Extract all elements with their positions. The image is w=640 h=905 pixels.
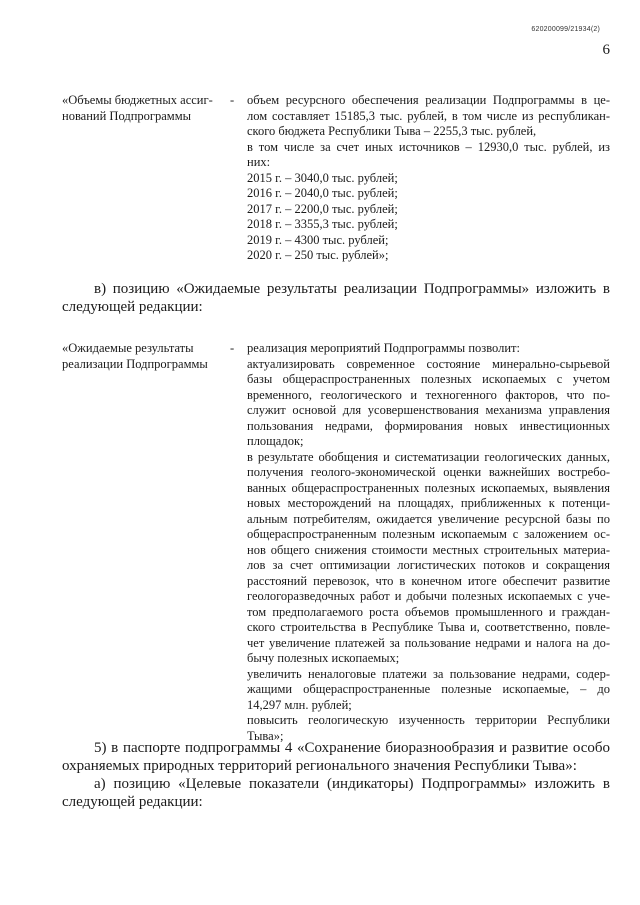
year-amount-line: 2020 г. – 250 тыс. рублей»; (247, 248, 389, 262)
paragraph-a (62, 775, 610, 811)
text-line: охраняемых природных территорий регионального значения Республики Тыва»: (62, 758, 577, 774)
label-line: нований Подпрограммы (62, 108, 192, 123)
text-line: следующей редакции: (62, 794, 203, 810)
text-line: следующей редакции: (62, 299, 203, 315)
text-line: ванных общераспространенных полезных ископаемых, выявления (247, 480, 610, 495)
text-line: альным потребителям, ожидается увеличение ресурсной базы по (247, 511, 610, 526)
year-amount-line: 2017 г. – 2200,0 тыс. рублей; (247, 201, 398, 216)
text-line: площадок; (247, 434, 304, 448)
text-line: геологоразведочных работ и добычи полезных ископаемых с уче- (247, 589, 610, 603)
label-line: «Объемы бюджетных ассиг- (62, 93, 213, 107)
text-line: общераспространенным полезным ископаемым с заложением ос- (247, 527, 610, 541)
text-line: объем ресурсного обеспечения реализации Подпрограммы в це- (247, 93, 610, 107)
text-line: ского бюджета Республики Тыва – 2255,3 тыс. рублей, (247, 124, 537, 138)
expected-results-label (62, 341, 217, 372)
text-line: расстояний перевозок, что в конечном итоге обеспечит развитие (247, 573, 610, 588)
paragraph-v (62, 280, 610, 316)
text-line: Тыва»; (247, 728, 284, 743)
text-line: жащими общераспространенные полезные ископаемые, – до (247, 682, 610, 696)
text-line: повысить геологическую изученность территории Республики (247, 713, 610, 727)
separator-dash: - (230, 341, 235, 355)
text-line: нов общего снижения стоимости местных строительных материа- (247, 542, 610, 557)
year-amount-line: 2016 г. – 2040,0 тыс. рублей; (247, 186, 398, 200)
budget-allocations-row (62, 93, 610, 265)
page-number: 6 (602, 42, 610, 58)
text-line: 5) в паспорте подпрограммы 4 «Сохранение биоразнообразия и развитие особо (94, 740, 610, 756)
text-line: увеличить неналоговые платежи за пользование недрами, содер- (247, 666, 610, 681)
document-code: 620200099/21934(2) (531, 26, 600, 33)
separator-dash: - (230, 93, 235, 107)
text-line: лов за счет оптимизации логистических потоков и сокращения (247, 558, 610, 572)
year-amount-line: 2018 г. – 3355,3 тыс. рублей; (247, 217, 398, 231)
text-line: 14,297 млн. рублей; (247, 697, 352, 712)
text-line: пользования недрами, формирования новых инвестиционных (247, 418, 610, 433)
text-line: временного, геологического и техногенного факторов, что по- (247, 387, 610, 402)
text-line: получения геолого-экономической оценки важнейших востребо- (247, 465, 610, 479)
expected-results-text (247, 341, 610, 744)
budget-allocations-text (247, 93, 610, 264)
paragraph-5 (62, 739, 610, 775)
text-line: них: (247, 155, 271, 169)
text-line: реализация мероприятий Подпрограммы позволит: (247, 341, 520, 355)
text-line: служит основой для усовершенствования механизма управления (247, 403, 610, 417)
text-line: в том числе за счет иных источников – 12930,0 тыс. рублей, из (247, 139, 610, 154)
text-line: лом составляет 15185,3 тыс. рублей, в том числе из республикан- (247, 108, 610, 123)
text-line: бычу полезных ископаемых; (247, 651, 400, 665)
text-line: том предполагаемого роста объемов промышленного и граждан- (247, 604, 610, 619)
text-line: базы общераспространенных полезных ископаемых с учетом (247, 372, 610, 386)
text-line: ского строительства в Республике Тыва и, соответственно, повле- (247, 620, 610, 634)
text-line: в) позицию «Ожидаемые результаты реализации Подпрограммы» изложить в (94, 281, 610, 297)
year-amount-line: 2019 г. – 4300 тыс. рублей; (247, 232, 389, 247)
label-line: реализации Подпрограммы (62, 356, 208, 371)
expected-results-row (62, 341, 610, 746)
text-line: новых месторождений на площадях, приближенных к потенци- (247, 496, 610, 510)
text-line: чет увеличение платежей за пользование недрами и налога на до- (247, 635, 610, 650)
text-line: актуализировать современное состояние минерально-сырьевой (247, 356, 610, 371)
text-line: а) позицию «Целевые показатели (индикаторы) Подпрограммы» изложить в (94, 776, 610, 792)
budget-allocations-label (62, 93, 217, 124)
text-line: в результате обобщения и систематизации геологических данных, (247, 449, 610, 464)
label-line: «Ожидаемые результаты (62, 341, 194, 355)
year-amount-line: 2015 г. – 3040,0 тыс. рублей; (247, 170, 398, 185)
